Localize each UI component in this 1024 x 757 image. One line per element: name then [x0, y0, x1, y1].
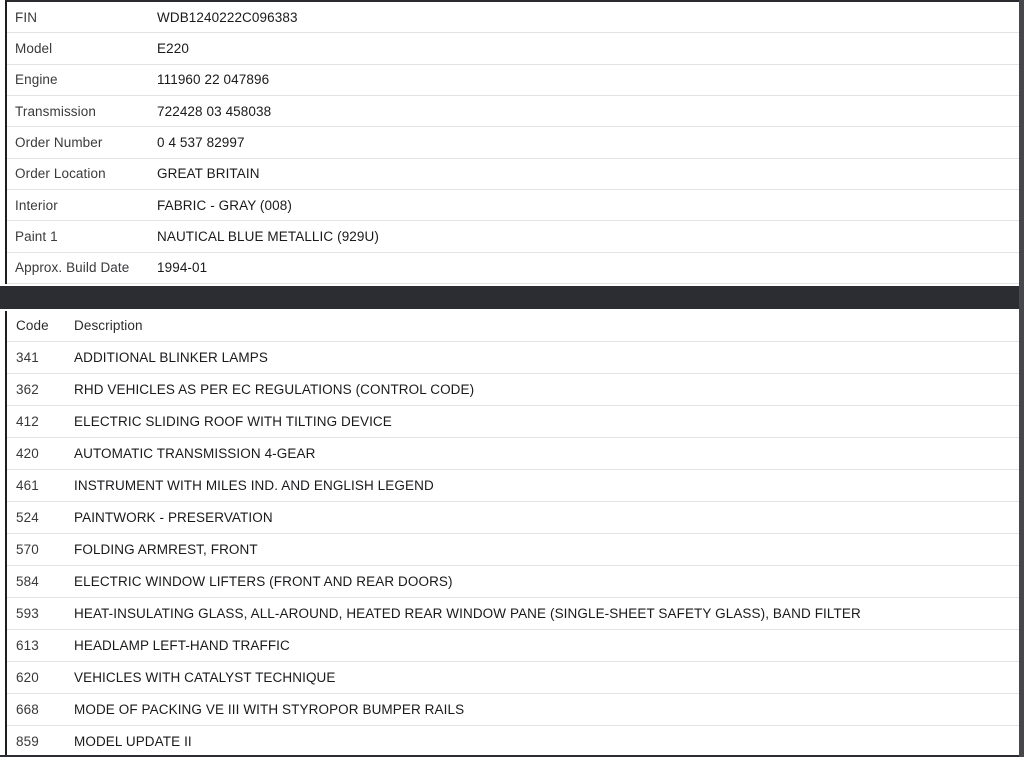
section-separator-bar [0, 286, 1024, 309]
vehicle-row-transmission [7, 96, 1024, 127]
code-value: 524 [16, 509, 39, 525]
code-value: 859 [16, 733, 39, 749]
code-column-header: Code [16, 318, 49, 334]
field-value: 1994-01 [157, 260, 208, 276]
field-label: Order Location [15, 166, 106, 182]
code-value: 420 [16, 445, 39, 461]
field-value: E220 [157, 40, 189, 56]
vehicle-row-build-date [7, 253, 1024, 284]
code-description: VEHICLES WITH CATALYST TECHNIQUE [74, 669, 336, 685]
code-value: 341 [16, 349, 39, 365]
code-row [7, 470, 1024, 502]
field-label: FIN [15, 9, 38, 25]
code-description: HEAT-INSULATING GLASS, ALL-AROUND, HEATED REAR WINDOW PANE (SINGLE-SHEET SAFETY GLASS), BAND FILTER [74, 605, 861, 621]
code-value: 570 [16, 541, 39, 557]
vehicle-row-interior [7, 190, 1024, 221]
code-row [7, 598, 1024, 630]
code-row [7, 342, 1024, 374]
code-value: 620 [16, 669, 39, 685]
code-row [7, 534, 1024, 566]
field-value: WDB1240222C096383 [157, 9, 298, 25]
field-value: GREAT BRITAIN [157, 166, 260, 182]
field-label: Paint 1 [15, 228, 58, 244]
code-row [7, 406, 1024, 438]
codes-table-header [7, 311, 1024, 342]
field-value: 0 4 537 82997 [157, 134, 245, 150]
code-row [7, 502, 1024, 534]
field-label: Engine [15, 72, 58, 88]
field-label: Interior [15, 197, 58, 213]
vehicle-data-card [5, 0, 1024, 284]
code-row [7, 630, 1024, 662]
field-label: Approx. Build Date [15, 260, 130, 276]
code-row [7, 662, 1024, 694]
code-description: AUTOMATIC TRANSMISSION 4-GEAR [74, 445, 316, 461]
code-value: 593 [16, 605, 39, 621]
vehicle-row-model [7, 33, 1024, 64]
code-description: HEADLAMP LEFT-HAND TRAFFIC [74, 637, 290, 653]
code-row [7, 566, 1024, 598]
vehicle-row-engine [7, 65, 1024, 96]
equipment-codes-card [5, 311, 1024, 757]
code-description: FOLDING ARMREST, FRONT [74, 541, 258, 557]
code-description: RHD VEHICLES AS PER EC REGULATIONS (CONTROL CODE) [74, 381, 475, 397]
code-description: ELECTRIC WINDOW LIFTERS (FRONT AND REAR DOORS) [74, 573, 453, 589]
code-description: MODE OF PACKING VE III WITH STYROPOR BUMPER RAILS [74, 701, 465, 717]
code-description: PAINTWORK - PRESERVATION [74, 509, 273, 525]
code-row [7, 374, 1024, 406]
code-description: ELECTRIC SLIDING ROOF WITH TILTING DEVICE [74, 413, 392, 429]
page-right-edge [1019, 0, 1024, 757]
field-value: NAUTICAL BLUE METALLIC (929U) [157, 228, 379, 244]
field-label: Transmission [15, 103, 96, 119]
code-value: 668 [16, 701, 39, 717]
vehicle-row-paint [7, 221, 1024, 252]
code-value: 362 [16, 381, 39, 397]
code-description: INSTRUMENT WITH MILES IND. AND ENGLISH LEGEND [74, 477, 434, 493]
code-value: 412 [16, 413, 39, 429]
code-description: MODEL UPDATE II [74, 733, 192, 749]
vehicle-row-fin [7, 2, 1024, 33]
vehicle-row-order-location [7, 159, 1024, 190]
code-row [7, 694, 1024, 726]
code-value: 613 [16, 637, 39, 653]
code-row [7, 438, 1024, 470]
field-value: 111960 22 047896 [157, 72, 270, 88]
code-value: 461 [16, 477, 39, 493]
field-value: FABRIC - GRAY (008) [157, 197, 292, 213]
vehicle-row-order-number [7, 127, 1024, 158]
field-value: 722428 03 458038 [157, 103, 272, 119]
field-label: Model [15, 40, 53, 56]
description-column-header: Description [74, 318, 143, 334]
code-value: 584 [16, 573, 39, 589]
code-row [7, 726, 1024, 757]
code-description: ADDITIONAL BLINKER LAMPS [74, 349, 268, 365]
field-label: Order Number [15, 134, 103, 150]
